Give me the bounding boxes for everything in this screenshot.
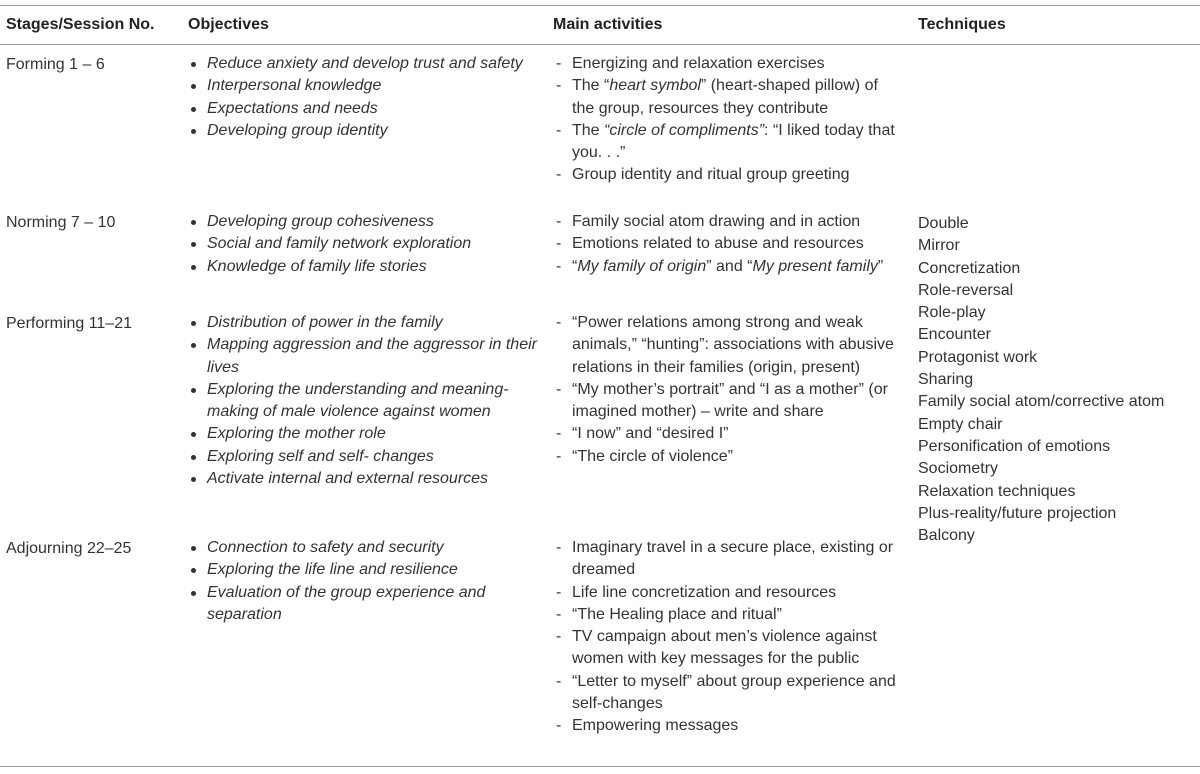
objective-item: Exploring the life line and resilience (188, 559, 547, 581)
objectives-adjourning (188, 537, 547, 626)
activity-item (553, 604, 902, 626)
objective-item: Mapping aggression and the aggressor in their lives (188, 334, 547, 379)
activity-text: “The Healing place and ritual” (572, 605, 782, 623)
techniques-list (918, 213, 1178, 547)
objective-item: Exploring the understanding and meaning-making of male violence against women (188, 379, 547, 424)
activity-text: “Letter to myself” about group experience and self-changes (572, 672, 896, 713)
activity-text: “circle of compliments” (604, 121, 765, 139)
activity-text: Emotions related to abuse and resources (572, 235, 864, 253)
activity-item (553, 53, 902, 75)
header-techniques: Techniques (918, 16, 1006, 33)
activity-item (553, 671, 902, 716)
activity-text: : “I liked today that you. . .” (572, 121, 895, 162)
stage-adjourning: Adjourning 22–25 (6, 540, 132, 557)
objective-item: Distribution of power in the family (188, 312, 547, 334)
activity-item (553, 537, 902, 582)
technique-item: Double (918, 215, 969, 232)
technique-item: Plus-reality/future projection (918, 504, 1117, 522)
header-rule (0, 44, 1200, 45)
table-top-rule (0, 5, 1200, 6)
objective-item: Expectations and needs (188, 98, 547, 120)
activity-item (553, 715, 902, 737)
header-objectives: Objectives (188, 16, 269, 33)
technique-item: Concretization (918, 259, 1021, 277)
activity-text: Empowering messages (572, 717, 739, 735)
technique-item: Family social atom/corrective atom (918, 393, 1165, 411)
activity-item (553, 233, 902, 255)
technique-item: Mirror (918, 237, 960, 255)
technique-item: Balcony (918, 527, 975, 545)
activity-text: Group identity and ritual group greeting (572, 166, 850, 184)
activity-text: “ (572, 257, 578, 275)
activity-text: “I now” and “desired I” (572, 425, 729, 443)
objective-item: Exploring the mother role (188, 423, 547, 445)
activity-item (553, 211, 902, 233)
activity-text: Energizing and relaxation exercises (572, 55, 825, 72)
technique-item: Sharing (918, 371, 974, 389)
activity-text: My family of origin (577, 257, 707, 275)
objective-item: Developing group cohesiveness (188, 211, 547, 233)
activity-item (553, 423, 902, 445)
technique-item: Personification of emotions (918, 437, 1111, 455)
objective-item: Social and family network exploration (188, 233, 547, 255)
technique-item: Empty chair (918, 415, 1003, 433)
activity-item (553, 256, 902, 278)
stage-norming: Norming 7 – 10 (6, 214, 116, 231)
technique-item: Role-reversal (918, 281, 1014, 299)
technique-item: Relaxation techniques (918, 482, 1076, 500)
activity-text: My present family (752, 257, 878, 275)
objective-item: Reduce anxiety and develop trust and safety (188, 53, 547, 75)
objectives-norming (188, 211, 547, 278)
activities-adjourning (553, 537, 902, 738)
activity-text: Life line concretization and resources (572, 583, 837, 601)
activities-norming (553, 211, 902, 278)
objective-item: Exploring self and self- changes (188, 446, 547, 468)
activity-text: The (572, 121, 605, 139)
activity-item (553, 582, 902, 604)
activity-text: Family social atom drawing and in action (572, 213, 861, 230)
activity-text: ” and “ (706, 257, 753, 275)
activity-text: ” (877, 257, 884, 275)
activity-text: “My mother’s portrait” and “I as a mother” (or imagined mother) – write and share (572, 380, 888, 421)
technique-item: Sociometry (918, 460, 999, 478)
stage-performing: Performing 11–21 (6, 315, 132, 332)
objective-item: Evaluation of the group experience and separation (188, 582, 547, 627)
technique-item: Role-play (918, 304, 986, 322)
activity-text: heart symbol (609, 77, 701, 95)
activity-text: The “ (572, 77, 610, 95)
objective-item: Interpersonal knowledge (188, 75, 547, 97)
activity-text: ” (heart-shaped pillow) of the group, resources they contribute (572, 77, 878, 117)
activity-item (553, 446, 902, 468)
objective-item: Knowledge of family life stories (188, 256, 547, 278)
technique-item: Encounter (918, 326, 991, 344)
activity-text: “Power relations among strong and weak animals,” “hunting”: associations with abusive relations in their families (origin, present) (572, 314, 894, 376)
objective-item: Activate internal and external resources (188, 468, 547, 490)
activity-item (553, 626, 902, 671)
activity-item (553, 120, 902, 165)
header-main-activities: Main activities (553, 16, 663, 33)
activity-item (553, 312, 902, 379)
activity-text: “The circle of violence” (572, 447, 733, 465)
objective-item: Connection to safety and security (188, 537, 547, 559)
stage-forming: Forming 1 – 6 (6, 56, 105, 73)
activity-text: TV campaign about men’s violence against women with key messages for the public (572, 628, 877, 668)
objectives-performing (188, 312, 547, 490)
objective-item: Developing group identity (188, 120, 547, 142)
activity-item (553, 75, 902, 120)
activities-forming (553, 53, 902, 187)
activities-performing (553, 312, 902, 468)
table-bottom-rule (0, 766, 1200, 767)
activity-item (553, 164, 902, 186)
header-stages: Stages/Session No. (6, 16, 155, 33)
activity-item (553, 379, 902, 424)
technique-item: Protagonist work (918, 348, 1038, 366)
activity-text: Imaginary travel in a secure place, existing or dreamed (572, 539, 894, 579)
objectives-forming (188, 53, 547, 142)
